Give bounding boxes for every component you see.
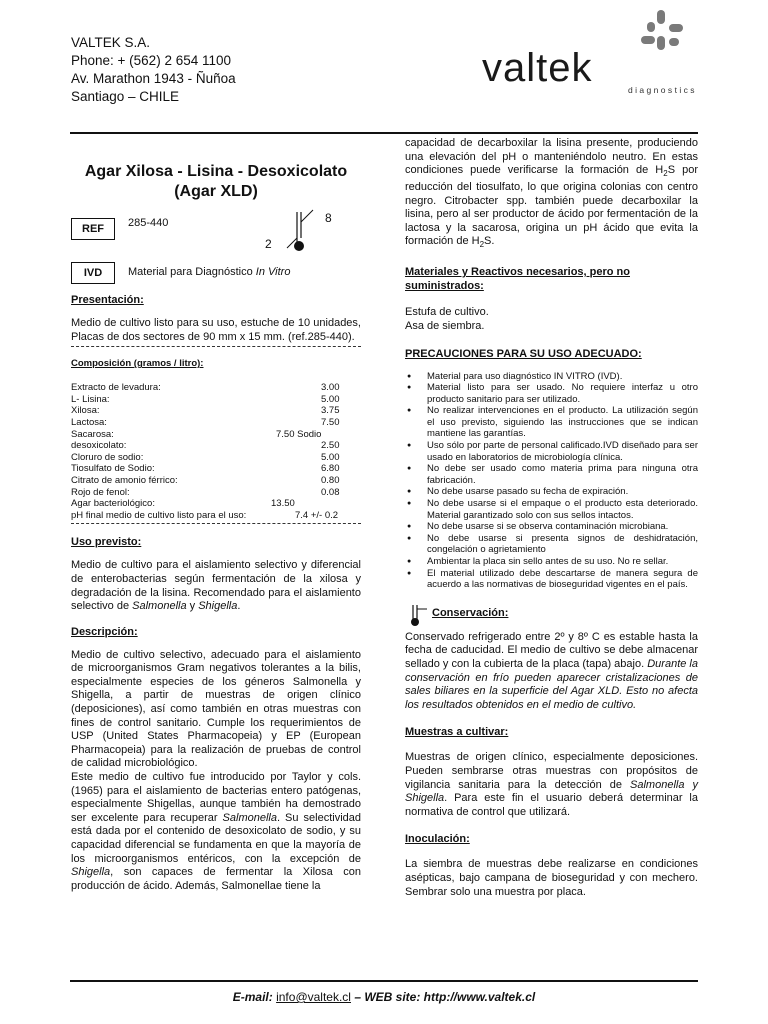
- composicion-name: L- Lisina:: [71, 393, 110, 405]
- divider: [71, 523, 361, 524]
- logo-word: valtek: [482, 46, 593, 90]
- composicion-row: [71, 498, 361, 510]
- header-divider: [70, 132, 698, 134]
- ivd-box: IVD: [71, 262, 115, 284]
- conservacion-text: Conservado refrigerado entre 2º y 8º C es estable hasta la fecha de caducidad. El medio de cultivo se debe almacenar sellado y con la cubierta de la placa (tapa) abajo. Durante la conservación en frío pueden aparecer cristalizaciones de sales biliares en la superficie del Agar XLD. Esto no afecta los resultados obtenidos en el medio de cultivo.: [405, 630, 698, 711]
- ref-value: 285-440: [128, 217, 169, 229]
- composicion-name: Cloruro de sodio:: [71, 451, 144, 463]
- descripcion-p2: Este medio de cultivo fue introducido por Taylor y cols. (1965) para el aislamiento de bacterias entero patógenas, especialmente Shigellas, aunque también ha demostrado ser excelente para recuperar Salmonella. Su selectividad está dada por el contenido de desoxicolato de sodio, y su capacidad diferencial se fundamenta en que la mayoría de los microorganismos entéricos, con la excepción de Shigella, son capaces de fermentar la Xilosa con producción de ácido. Además, Salmonellae tiene la: [71, 771, 361, 892]
- precaucion-item: ● El material utilizado debe descartarse de manera segura de acuerdo a las normativas de bioseguridad vigentes en el país.: [405, 568, 698, 591]
- precaucion-item: ● No debe usarse si el empaque o el producto esta deteriorado. Material garantizado solo con sus sellos intactos.: [405, 498, 698, 521]
- materiales-heading: Materiales y Reactivos necesarios, pero no suministrados:: [405, 266, 630, 292]
- left-column: [71, 140, 361, 893]
- footer-email-link[interactable]: info@valtek.cl: [276, 990, 351, 1004]
- precaucion-item: ● No realizar intervenciones en el producto. La utilización según el uso previsto, siguiendo las instrucciones que se indican mantiene las garantías.: [405, 405, 698, 440]
- descripcion-p1: Medio de cultivo selectivo, adecuado para el aislamiento de microorganismos Gram negativos tolerantes a la bilis, especialmente especies de los géneros Salmonella y Shigella, a partir de muestras de origen clínico (deposiciones), así como también en otras muestras con fines de control sanitario. Cumple los requerimientos de USP (United States Pharmacopeia) y EP (European Pharmacopeia) para la realización de pruebas de control de calidad microbiológico.: [71, 648, 361, 770]
- muestras-text: Muestras de origen clínico, especialmente deposiciones. Pueden sembrarse otras muestras con propósitos de vigilancia sanitaria para la detección de Salmonella y Shigella. Para este fin el usuario deberá determinar la normativa de control que utilizará.: [405, 751, 699, 818]
- precaucion-item: ● No debe usarse pasado su fecha de expiración.: [405, 486, 698, 498]
- composicion-row: [71, 440, 361, 452]
- uso-text: Medio de cultivo para el aislamiento selectivo y diferencial de enterobacterias según fermentación de la xilosa y degradación de la lisina. Recomendado para el aislamiento selectivo de Salmonella y Shigella.: [71, 559, 361, 613]
- composicion-value: 3.00: [321, 382, 340, 394]
- composicion-heading: Composición (gramos / litro):: [71, 358, 204, 370]
- composicion-value: 7.4 +/- 0.2: [295, 509, 339, 521]
- composicion-name: Rojo de fenol:: [71, 486, 130, 498]
- composicion-name: desoxicolato:: [71, 440, 127, 452]
- composicion-value: 13.50: [271, 498, 295, 510]
- composicion-value: 0.80: [321, 474, 340, 486]
- ref-box: REF: [71, 218, 115, 240]
- company-name: VALTEK S.A.: [71, 35, 151, 50]
- composicion-row: [71, 463, 361, 475]
- composicion-table: [71, 382, 361, 521]
- composicion-value: 5.00: [321, 393, 340, 405]
- composicion-row: [71, 382, 361, 394]
- composicion-name: Citrato de amonio férrico:: [71, 474, 178, 486]
- composicion-name: Tiosulfato de Sodio:: [71, 463, 155, 475]
- ref-row: [71, 211, 361, 254]
- composicion-row: [71, 417, 361, 429]
- composicion-name: Xilosa:: [71, 405, 100, 417]
- composicion-value: 0.08: [321, 486, 340, 498]
- company-info: [71, 34, 236, 106]
- presentacion-heading: Presentación:: [71, 294, 144, 306]
- composicion-name: Agar bacteriológico:: [71, 498, 155, 510]
- composicion-value: 7.50: [321, 416, 340, 428]
- temperature-limit-icon: [283, 208, 323, 254]
- descripcion-continuation: capacidad de decarboxilar la lisina presente, produciendo una elevación del pH o manteniéndolo neutro. En estas condiciones puede verificarse la formación de $H_2S$ por reducción del tiosulfato, lo que origina colonias con centro negro. Citrobacter spp. también puede decarboxilar la lisina, pero al ser productor de ácido por fermentación de la lactosa y la sacarosa, origina un pH ácido que evita la formación de $H_2S$.: [405, 137, 698, 250]
- composicion-row: [71, 487, 361, 499]
- composicion-row: [71, 394, 361, 406]
- composicion-row: [71, 405, 361, 417]
- composicion-name: pH final medio de cultivo listo para el uso:: [71, 509, 247, 521]
- presentacion-text: Medio de cultivo listo para su uso, estuche de 10 unidades, Placas de dos sectores de 90 mm x 15 mm. (ref.285-440).: [71, 317, 361, 343]
- thermometer-icon: [405, 603, 429, 627]
- company-city: Santiago – CHILE: [71, 89, 180, 104]
- footer-web[interactable]: – WEB site: http://www.valtek.cl: [350, 990, 536, 1004]
- conservacion-heading: Conservación:: [432, 606, 509, 619]
- composicion-row: [71, 429, 361, 441]
- footer: [0, 990, 768, 1004]
- composicion-value: 5.00: [321, 451, 340, 463]
- precaucion-item: ● Ambientar la placa sin sello antes de su uso. No re sellar.: [405, 556, 698, 568]
- valtek-logo: [480, 8, 700, 100]
- footer-divider: [70, 980, 698, 982]
- temp-high: 8: [325, 211, 332, 225]
- precaucion-item: ● No debe usarse si se observa contaminación microbiana.: [405, 521, 698, 533]
- valtek-logo-mark-icon: [633, 8, 693, 68]
- muestras-heading: Muestras a cultivar:: [405, 726, 509, 739]
- composicion-row: [71, 475, 361, 487]
- inoculacion-heading: Inoculación:: [405, 833, 470, 846]
- footer-email-label: E-mail:: [232, 990, 277, 1004]
- company-phone: Phone: + (562) 2 654 1100: [71, 53, 232, 68]
- precaucion-item: ● No debe usarse si presenta signos de deshidratación, congelación o agrietamiento: [405, 533, 698, 556]
- precaucion-item: ● Material listo para ser usado. No requiere interfaz u otro producto sanitario para ser utilizado.: [405, 382, 698, 405]
- divider: [71, 346, 361, 347]
- materiales-item-2: Asa de siembra.: [405, 319, 485, 332]
- materiales-item-1: Estufa de cultivo.: [405, 306, 489, 319]
- conservacion-header: [405, 603, 698, 627]
- ivd-row: [71, 260, 361, 290]
- company-address: Av. Marathon 1943 - Ñuñoa: [71, 71, 236, 86]
- precauciones-heading: PRECAUCIONES PARA SU USO ADECUADO:: [405, 347, 642, 360]
- composicion-value: 3.75: [321, 405, 340, 417]
- composicion-row: [71, 452, 361, 464]
- composicion-value: 6.80: [321, 463, 340, 475]
- inoculacion-text: La siembra de muestras debe realizarse en condiciones asépticas, bajo campana de bioseguridad y con mechero. Sembrar solo una muestra por placa.: [405, 858, 698, 898]
- composicion-name: Sacarosa:: [71, 428, 114, 440]
- product-title: [71, 162, 361, 202]
- descripcion-heading: Descripción:: [71, 625, 138, 638]
- precaucion-item: ● Uso sólo por parte de personal calificado.IVD diseñado para ser usado en laboratorios de microbiología clínica.: [405, 440, 698, 463]
- precaucion-item: ● No debe ser usado como materia prima para ninguna otra fabricación.: [405, 463, 698, 486]
- composicion-name: Lactosa:: [71, 416, 107, 428]
- ivd-text: Material para Diagnóstico In Vitro: [128, 266, 291, 278]
- composicion-value: 2.50: [321, 440, 340, 452]
- precauciones-list: [405, 371, 698, 591]
- uso-heading: Uso previsto:: [71, 536, 142, 549]
- logo-subtitle: diagnostics: [628, 85, 697, 95]
- title-line-1: Agar Xilosa - Lisina - Desoxicolato: [84, 163, 348, 180]
- precaucion-item: ● Material para uso diagnóstico IN VITRO (IVD).: [405, 371, 698, 383]
- composicion-row: [71, 510, 361, 522]
- composicion-name: Extracto de levadura:: [71, 382, 161, 394]
- composicion-value: 7.50 Sodio: [276, 428, 322, 440]
- right-column: [405, 137, 698, 899]
- temp-low: 2: [265, 237, 272, 251]
- title-line-2: (Agar XLD): [174, 183, 258, 200]
